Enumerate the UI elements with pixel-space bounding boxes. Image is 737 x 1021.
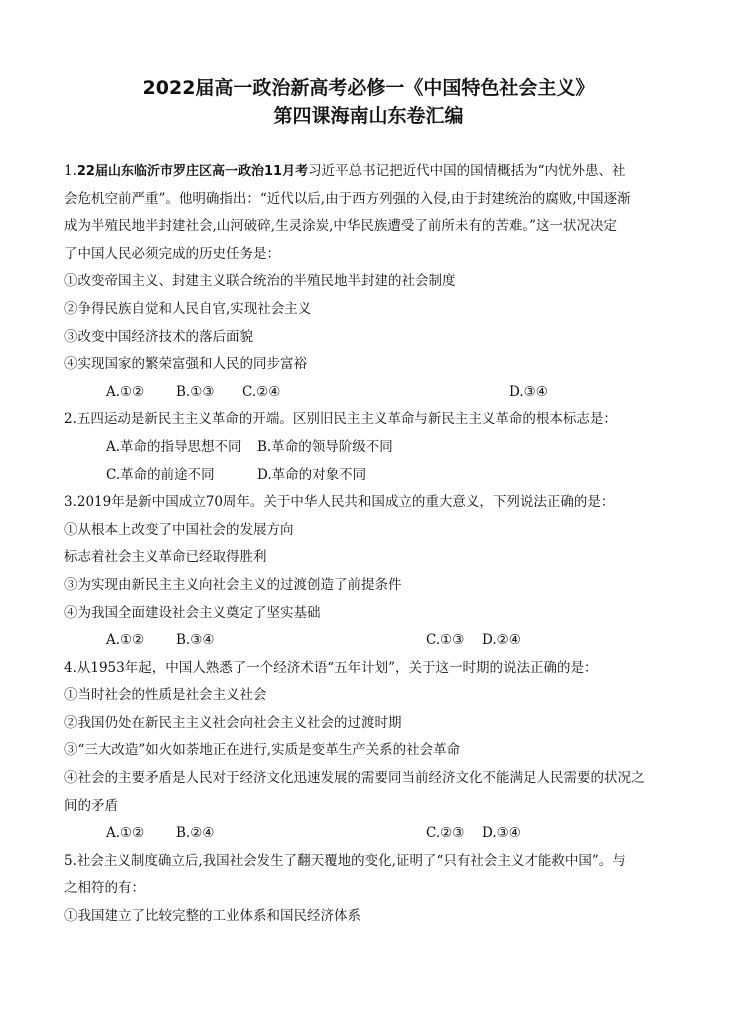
question-1 bbox=[64, 158, 673, 406]
question-4-option-a: A.①② bbox=[106, 825, 145, 842]
question-3-item-1: ①从根本上改变了中国社会的发展方向 bbox=[64, 521, 294, 538]
question-4-options bbox=[64, 820, 673, 848]
question-4-item-4-continued: 间的矛盾 bbox=[64, 797, 118, 814]
question-3-option-b: B.③④ bbox=[176, 632, 215, 649]
question-1-item-2: ②争得民族自觉和人民自官,实现社会主义 bbox=[64, 300, 312, 317]
question-4-option-b: B.②④ bbox=[176, 825, 215, 842]
question-5 bbox=[64, 848, 673, 931]
document-title bbox=[64, 74, 673, 130]
question-1-options bbox=[64, 379, 673, 407]
question-5-item-1: ①我国建立了比较完整的工业体系和国民经济体系 bbox=[64, 908, 361, 925]
question-1-option-b: B.①③ bbox=[176, 383, 215, 400]
question-3-options bbox=[64, 627, 673, 655]
title-line-2: 第四课海南山东卷汇编 bbox=[273, 105, 464, 127]
question-1-item-3: ③改变中国经济技术的落后面貌 bbox=[64, 328, 253, 345]
question-2-stem: 2.五四运动是新民主主义革命的开端。区别旧民主主义革命与新民主主义革命的根本标志是： bbox=[64, 411, 617, 428]
question-4-item-2: ②我国仍处在新民主主义社会向社会主义社会的过渡时期 bbox=[64, 714, 402, 731]
question-4-option-c: C.②③ bbox=[426, 825, 465, 842]
question-1-item-4: ④实现国家的繁荣富强和人民的同步富裕 bbox=[64, 356, 307, 373]
question-1-option-c: C.②④ bbox=[242, 383, 281, 400]
title-line-1: 2022届高一政治新高考必修一《中国特色社会主义》 bbox=[142, 77, 595, 99]
question-1-number: 1. bbox=[64, 163, 77, 179]
question-2-option-d: D.革命的对象不同 bbox=[257, 466, 367, 483]
question-4 bbox=[64, 655, 673, 848]
question-4-item-3: ③“三大改造”如火如荼地正在进行,实质是变革生产关系的社会革命 bbox=[64, 742, 461, 759]
question-1-item-1: ①改变帝国主义、封建主义联合统治的半殖民地半封建的社会制度 bbox=[64, 273, 456, 290]
question-3-item-4: ④为我国全面建设社会主义奠定了坚实基础 bbox=[64, 604, 321, 621]
question-1-stem-line-3: 成为半殖民地半封建社会,山河破碎,生灵涂炭,中华民族遭受了前所未有的苦难。”这一状况决定 bbox=[64, 218, 618, 235]
question-2-options-row-2 bbox=[64, 462, 673, 490]
question-2-option-c: C.革命的前途不同 bbox=[106, 466, 215, 483]
question-3-item-2: 标志着社会主义革命已经取得胜利 bbox=[64, 549, 267, 566]
question-1-stem-line-2: 会危机空前严重”。他明确指出：“近代以后,由于西方列强的入侵,由于封建统治的腐败,中国逐渐 bbox=[64, 190, 631, 207]
question-5-stem-line-1: 5.社会主义制度确立后,我国社会发生了翻天覆地的变化,证明了“只有社会主义才能救中国”。与 bbox=[64, 852, 626, 869]
question-1-option-d: D.③④ bbox=[509, 383, 548, 400]
question-2-options-row-1 bbox=[64, 434, 673, 462]
question-4-option-d: D.③④ bbox=[482, 825, 521, 842]
question-5-stem-line-2: 之相符的有： bbox=[64, 880, 145, 897]
question-1-stem-text: 习近平总书记把近代中国的国情概括为“内忧外患、社 bbox=[308, 163, 626, 179]
question-3-option-c: C.①③ bbox=[426, 632, 465, 649]
question-1-stem-line-4: 了中国人民必须完成的历史任务是： bbox=[64, 245, 280, 262]
question-2-option-a: A.革命的指导思想不同 bbox=[106, 438, 242, 455]
question-1-option-a: A.①② bbox=[106, 383, 145, 400]
question-4-item-4: ④社会的主要矛盾是人民对于经济文化迅速发展的需要同当前经济文化不能满足人民需要的状况之 bbox=[64, 770, 645, 787]
question-2 bbox=[64, 406, 673, 489]
question-3-option-a: A.①② bbox=[106, 632, 145, 649]
question-2-option-b: B.革命的领导阶级不同 bbox=[257, 438, 393, 455]
question-4-item-1: ①当时社会的性质是社会主义社会 bbox=[64, 687, 267, 704]
question-3-item-3: ③为实现由新民主主义向社会主义的过渡创造了前提条件 bbox=[64, 576, 402, 593]
question-1-source: 22届山东临沂市罗庄区高一政治11月考 bbox=[76, 164, 309, 179]
question-1-stem-line-1 bbox=[64, 158, 673, 186]
question-3-option-d: D.②④ bbox=[482, 632, 521, 649]
question-3-stem: 3.2019年是新中国成立70周年。关于中华人民共和国成立的重大意义，下列说法正确的是： bbox=[64, 494, 615, 511]
question-4-stem: 4.从1953年起，中国人熟悉了一个经济术语“五年计划”，关于这一时期的说法正确的是： bbox=[64, 659, 598, 676]
question-3 bbox=[64, 489, 673, 655]
